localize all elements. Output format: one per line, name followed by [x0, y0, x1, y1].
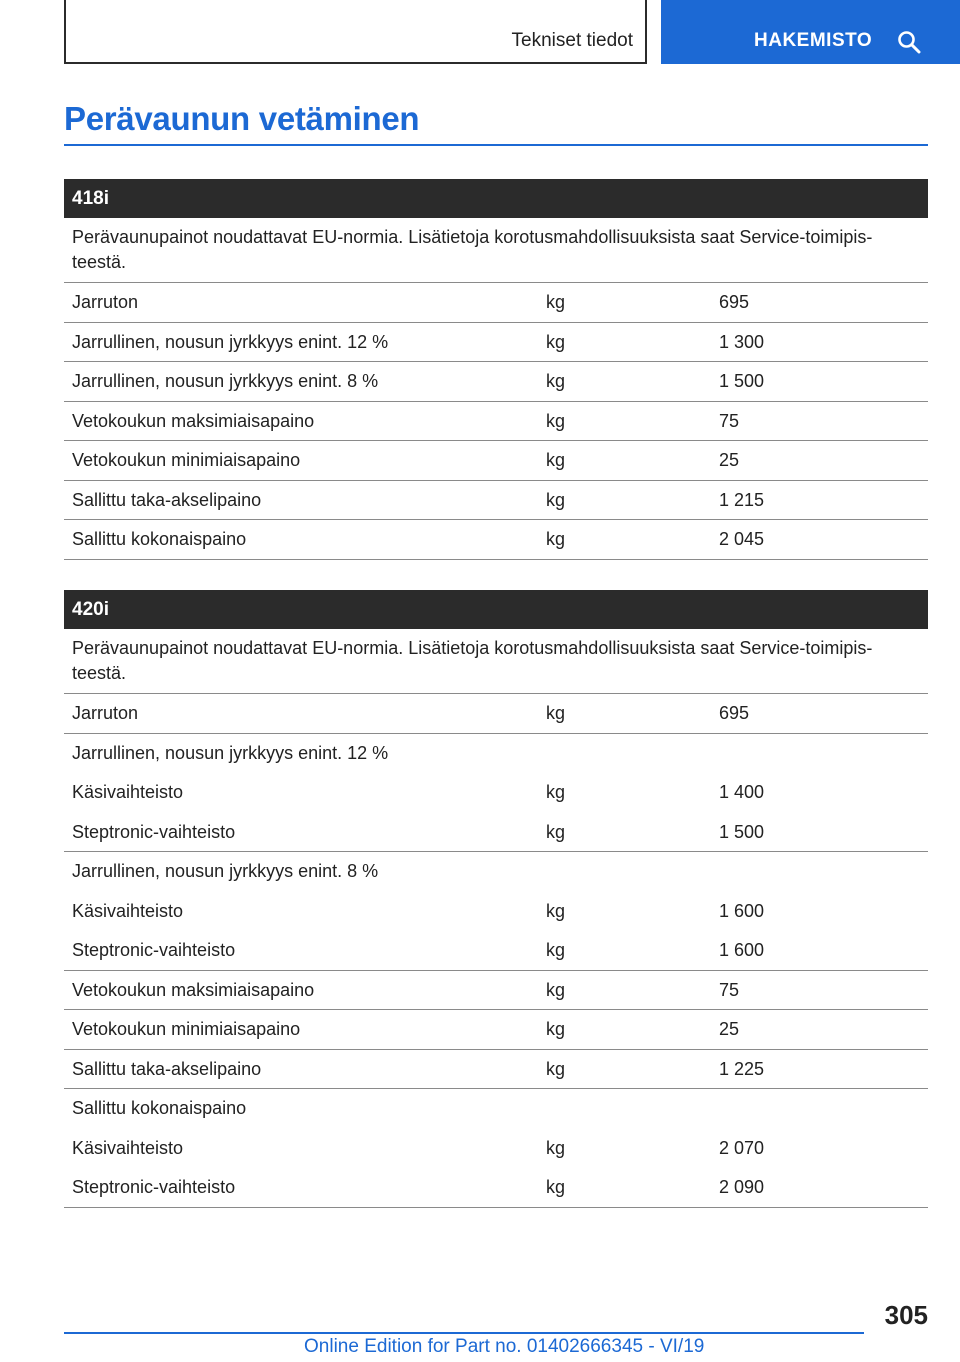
row-label: Käsivaihteisto [72, 1137, 184, 1158]
table-subrow [64, 813, 928, 853]
row-value: 1 215 [719, 489, 765, 510]
row-value: 75 [719, 979, 740, 1000]
row-value: 1 500 [719, 371, 765, 391]
row-label: Jarrullinen, nousun jyrkkyys enint. 12 % [72, 331, 389, 352]
spec-table-418i [64, 179, 928, 560]
row-value: 1 600 [719, 900, 765, 921]
footer-divider [64, 1332, 864, 1334]
row-unit: kg [546, 331, 566, 352]
row-label: Jarrullinen, nousun jyrkkyys enint. 8 % [72, 371, 379, 391]
table-row [64, 362, 928, 402]
row-unit: kg [546, 371, 566, 391]
row-label: Vetokoukun maksimiaisapaino [72, 410, 315, 431]
table-row [64, 283, 928, 323]
row-value: 2 045 [719, 529, 765, 549]
table-subrow [64, 773, 928, 813]
row-value: 25 [719, 450, 740, 470]
row-label: Jarrullinen, nousun jyrkkyys enint. 12 % [72, 742, 389, 763]
row-label: Vetokoukun minimiaisapaino [72, 450, 301, 470]
row-value: 695 [719, 703, 750, 723]
row-label: Käsivaihteisto [72, 782, 184, 802]
spec-table-420i [64, 590, 928, 1208]
row-label: Sallittu kokonaispaino [72, 1098, 247, 1118]
row-unit: kg [546, 821, 566, 842]
row-unit: kg [546, 940, 566, 960]
row-value: 1 600 [719, 940, 765, 960]
row-value: 2 090 [719, 1177, 765, 1197]
row-unit: kg [546, 1177, 566, 1197]
row-label: Sallittu kokonaispaino [72, 529, 247, 549]
row-unit: kg [546, 410, 566, 431]
row-unit: kg [546, 703, 566, 723]
table-row [64, 694, 928, 734]
row-unit: kg [546, 1058, 566, 1079]
page-number: 305 [884, 1300, 928, 1330]
row-value: 2 070 [719, 1137, 765, 1158]
row-unit: kg [546, 489, 566, 510]
row-label: Steptronic-vaihteisto [72, 1177, 236, 1197]
row-value: 75 [719, 410, 740, 431]
table-row [64, 481, 928, 521]
row-label: Steptronic-vaihteisto [72, 821, 236, 842]
table-subrow [64, 1129, 928, 1169]
table-group-header [64, 1089, 928, 1129]
row-unit: kg [546, 529, 566, 549]
row-unit: kg [546, 450, 566, 470]
table-group-header [64, 734, 928, 774]
row-label: Jarruton [72, 292, 139, 312]
search-icon [897, 30, 921, 54]
table-row [64, 520, 928, 560]
table-row [64, 971, 928, 1011]
row-label: Jarrullinen, nousun jyrkkyys enint. 8 % [72, 861, 379, 881]
row-unit: kg [546, 292, 566, 312]
table-subrow [64, 1168, 928, 1208]
row-unit: kg [546, 900, 566, 921]
row-value: 695 [719, 292, 750, 312]
top-navigation [0, 0, 960, 66]
row-unit: kg [546, 1019, 566, 1039]
row-label: Sallittu taka-akselipaino [72, 489, 262, 510]
title-divider [64, 144, 928, 146]
row-unit: kg [546, 782, 566, 802]
table-group-header [64, 852, 928, 892]
model-heading: 418i [64, 179, 928, 218]
table-subrow [64, 892, 928, 932]
index-tab-button[interactable] [661, 0, 960, 64]
table-row [64, 1010, 928, 1050]
row-label: Steptronic-vaihteisto [72, 940, 236, 960]
row-label: Vetokoukun maksimiaisapaino [72, 979, 315, 1000]
page-title: Perävaunun vetäminen [64, 100, 420, 137]
row-value: 1 300 [719, 331, 765, 352]
row-unit: kg [546, 1137, 566, 1158]
row-label: Jarruton [72, 703, 139, 723]
table-note: Perävaunupainot noudattavat EU-normia. Lisätietoja korotusmahdollisuuksista saat Service-toimipisteestä. [64, 629, 928, 694]
row-value: 1 500 [719, 821, 765, 842]
section-tab-label: Tekniset tiedot [511, 30, 633, 51]
table-row [64, 441, 928, 481]
table-row [64, 323, 928, 363]
table-subrow [64, 931, 928, 971]
index-tab-label: HAKEMISTO [754, 30, 873, 51]
row-value: 1 400 [719, 782, 765, 802]
row-value: 25 [719, 1019, 740, 1039]
table-row [64, 402, 928, 442]
table-row [64, 1050, 928, 1090]
row-unit: kg [546, 979, 566, 1000]
table-note: Perävaunupainot noudattavat EU-normia. Lisätietoja korotusmahdollisuuksista saat Service-toimipisteestä. [64, 218, 928, 283]
row-label: Vetokoukun minimiaisapaino [72, 1019, 301, 1039]
row-value: 1 225 [719, 1058, 765, 1079]
model-heading: 420i [64, 590, 928, 629]
edition-text: Online Edition for Part no. 01402666345 - VI/19 [304, 1336, 705, 1357]
section-tab[interactable] [64, 0, 647, 64]
row-label: Käsivaihteisto [72, 900, 184, 921]
row-label: Sallittu taka-akselipaino [72, 1058, 262, 1079]
